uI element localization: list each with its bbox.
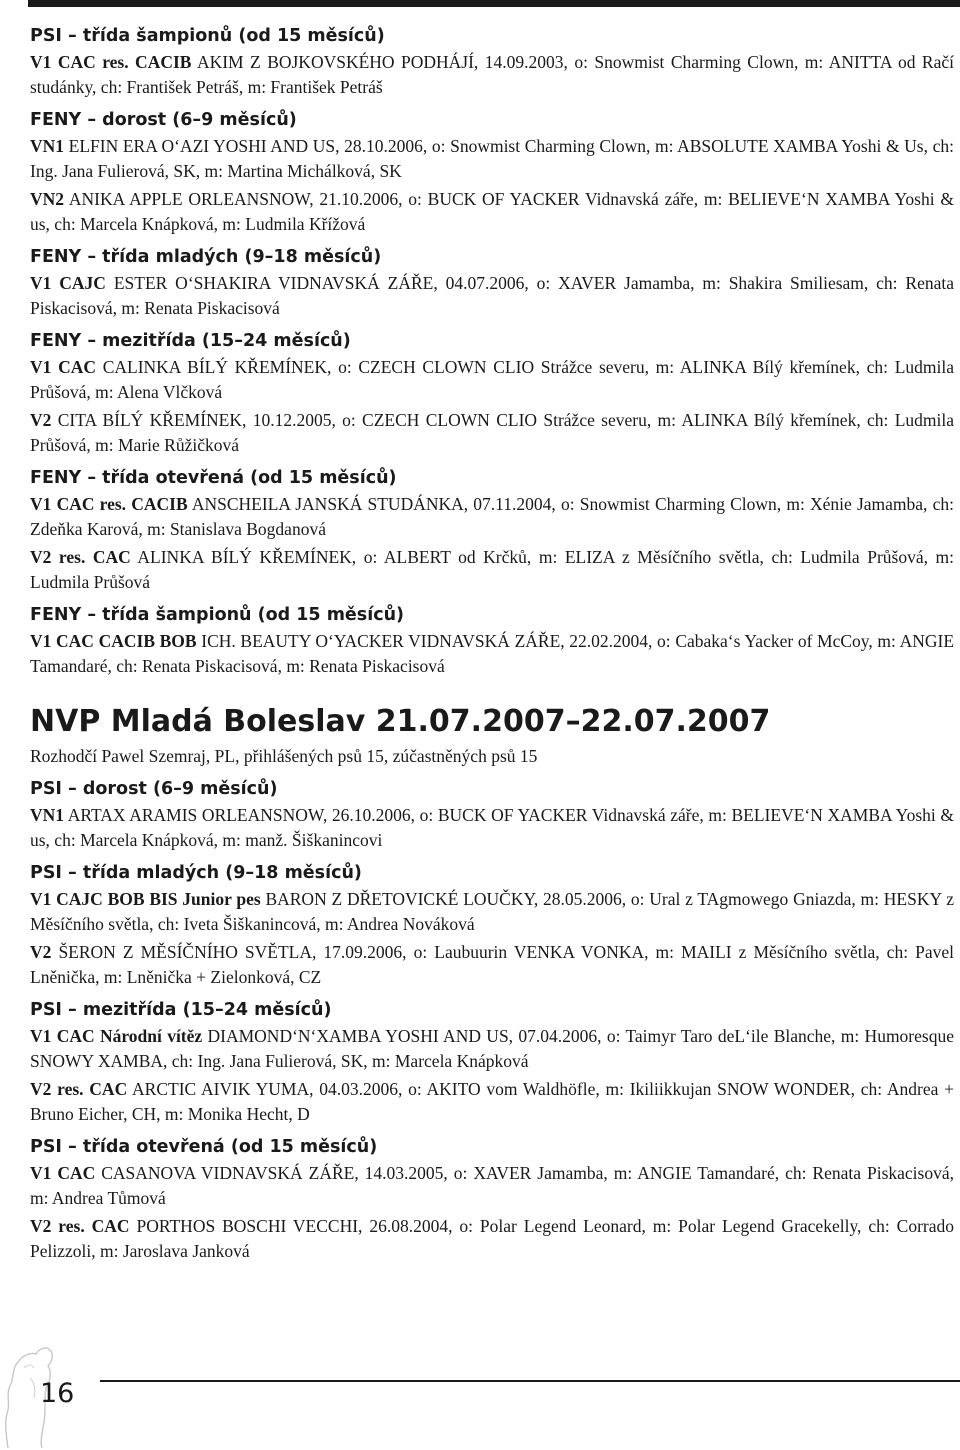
- section-heading: PSI – mezitřída (15–24 měsíců): [30, 1000, 332, 1020]
- entry-details: ESTER O‘SHAKIRA VIDNAVSKÁ ZÁŘE, 04.07.2006, o: XAVER Jamamba, m: Shakira Smiliesam, ch: Renata Piskacisová, m: Renata Piskacisová: [30, 273, 955, 318]
- award-label: V1 CAC res. CACIB: [30, 494, 188, 514]
- section-heading: PSI – třída mladých (9–18 měsíců): [30, 863, 362, 883]
- result-entry: [30, 629, 954, 678]
- page-number: 16: [40, 1378, 75, 1409]
- entry-details: ICH. BEAUTY O‘YACKER VIDNAVSKÁ ZÁŘE, 22.02.2004, o: Cabaka‘s Yacker of McCoy, m: ANGIE Tamandaré, ch: Renata Piskacisová, m: Renata Piskacisová: [30, 631, 955, 676]
- entry-details: ALINKA BÍLÝ KŘEMÍNEK, o: ALBERT od Krčků, m: ELIZA z Měsíčního světla, ch: Ludmila Průšová, m: Ludmila Průšová: [30, 547, 954, 592]
- award-label: V2 res. CAC: [30, 547, 131, 567]
- section-heading: FENY – třída mladých (9–18 měsíců): [30, 247, 382, 267]
- entry-details: ANIKA APPLE ORLEANSNOW, 21.10.2006, o: BUCK OF YACKER Vidnavská záře, m: BELIEVE‘N XAMBA Yoshi & us, ch: Marcela Knápková, m: Ludmila Křížová: [30, 189, 954, 234]
- entry-details: CITA BÍLÝ KŘEMÍNEK, 10.12.2005, o: CZECH CLOWN CLIO Strážce severu, m: ALINKA Bílý křemínek, ch: Ludmila Průšová, m: Marie Růžičková: [30, 410, 955, 455]
- section-heading: FENY – mezitřída (15–24 měsíců): [30, 331, 351, 351]
- bottom-rule: [100, 1380, 960, 1382]
- section-heading: PSI – dorost (6–9 měsíců): [30, 779, 278, 799]
- section-heading: FENY – třída šampionů (od 15 měsíců): [30, 605, 405, 625]
- entry-details: ŠERON Z MĚSÍČNÍHO SVĚTLA, 17.09.2006, o: Laubuurin VENKA VONKA, m: MAILI z Měsíčního světla, ch: Pavel Lněnička, m: Lněnička + Zielonková, CZ: [30, 942, 954, 987]
- award-label: VN1: [30, 805, 65, 825]
- results-part-1: [30, 24, 954, 678]
- entry-details: BARON Z DŘETOVICKÉ LOUČKY, 28.05.2006, o: Ural z TAgmowego Gniazda, m: HESKY z Měsíčního světla, ch: Iveta Šiškanincová, m: Andrea Nováková: [30, 889, 954, 934]
- entry-details: AKIM Z BOJKOVSKÉHO PODHÁJÍ, 14.09.2003, o: Snowmist Charming Clown, m: ANITTA od Račí studánky, ch: František Petráš, m: František Petráš: [30, 52, 954, 97]
- award-label: V1 CAC: [30, 1163, 96, 1183]
- result-entry: [30, 355, 954, 404]
- result-entry: [30, 134, 954, 183]
- award-label: V1 CAJC: [30, 273, 106, 293]
- result-entry: [30, 1214, 954, 1263]
- result-entry: [30, 408, 954, 457]
- entry-details: ARTAX ARAMIS ORLEANSNOW, 26.10.2006, o: BUCK OF YACKER Vidnavská záře, m: BELIEVE‘N XAMBA Yoshi & us, ch: Marcela Knápková, m: manž. Šiškanincovi: [30, 805, 954, 850]
- award-label: V1 CAC: [30, 357, 96, 377]
- result-entry: [30, 50, 954, 99]
- section-heading: FENY – třída otevřená (od 15 měsíců): [30, 468, 397, 488]
- result-entry: [30, 940, 954, 989]
- award-label: VN2: [30, 189, 65, 209]
- entry-details: PORTHOS BOSCHI VECCHI, 26.08.2004, o: Polar Legend Leonard, m: Polar Legend Gracekelly, ch: Corrado Pelizzoli, m: Jaroslava Janková: [30, 1216, 955, 1261]
- section-heading: PSI – třída šampionů (od 15 měsíců): [30, 26, 385, 46]
- entry-details: CALINKA BÍLÝ KŘEMÍNEK, o: CZECH CLOWN CLIO Strážce severu, m: ALINKA Bílý křemínek, ch: Ludmila Průšová, m: Alena Vlčková: [30, 357, 954, 402]
- entry-details: ELFIN ERA O‘AZI YOSHI AND US, 28.10.2006, o: Snowmist Charming Clown, m: ABSOLUTE XAMBA Yoshi & Us, ch: Ing. Jana Fulierová, SK, m: Martina Michálková, SK: [30, 136, 954, 181]
- award-label: VN1: [30, 136, 65, 156]
- entry-details: ARCTIC AIVIK YUMA, 04.03.2006, o: AKITO vom Waldhöfle, m: Ikiliikkujan SNOW WONDER, ch: Andrea + Bruno Eicher, CH, m: Monika Hecht, D: [30, 1079, 954, 1124]
- result-entry: [30, 545, 954, 594]
- award-label: V2: [30, 942, 52, 962]
- entry-details: ANSCHEILA JANSKÁ STUDÁNKA, 07.11.2004, o: Snowmist Charming Clown, m: Xénie Jamamba, ch: Zdeňka Karová, m: Stanislava Bogdanová: [30, 494, 954, 539]
- show-subtitle: Rozhodčí Pawel Szemraj, PL, přihlášených psů 15, zúčastněných psů 15: [30, 746, 538, 766]
- entry-details: CASANOVA VIDNAVSKÁ ZÁŘE, 14.03.2005, o: XAVER Jamamba, m: ANGIE Tamandaré, ch: Renata Piskacisová, m: Andrea Tůmová: [30, 1163, 954, 1208]
- award-label: V1 CAC CACIB BOB: [30, 631, 197, 651]
- result-entry: [30, 271, 954, 320]
- result-entry: [30, 887, 954, 936]
- show-title: NVP Mladá Boleslav 21.07.2007–22.07.2007: [30, 704, 771, 739]
- results-part-2: [30, 777, 954, 1263]
- award-label: V2 res. CAC: [30, 1216, 130, 1236]
- top-rule: [28, 0, 960, 7]
- result-entry: [30, 492, 954, 541]
- award-label: V1 CAJC BOB BIS Junior pes: [30, 889, 261, 909]
- award-label: V2 res. CAC: [30, 1079, 128, 1099]
- result-entry: [30, 1161, 954, 1210]
- page-content: [30, 24, 954, 1263]
- award-label: V1 CAC Národní vítěz: [30, 1026, 203, 1046]
- section-heading: PSI – třída otevřená (od 15 měsíců): [30, 1137, 378, 1157]
- entry-details: DIAMOND‘N‘XAMBA YOSHI AND US, 07.04.2006, o: Taimyr Taro deL‘ile Blanche, m: Humoresque SNOWY XAMBA, ch: Ing. Jana Fulierová, SK, m: Marcela Knápková: [30, 1026, 954, 1071]
- result-entry: [30, 187, 954, 236]
- result-entry: [30, 1077, 954, 1126]
- award-label: V1 CAC res. CACIB: [30, 52, 192, 72]
- award-label: V2: [30, 410, 52, 430]
- result-entry: [30, 803, 954, 852]
- section-heading: FENY – dorost (6–9 měsíců): [30, 110, 297, 130]
- result-entry: [30, 1024, 954, 1073]
